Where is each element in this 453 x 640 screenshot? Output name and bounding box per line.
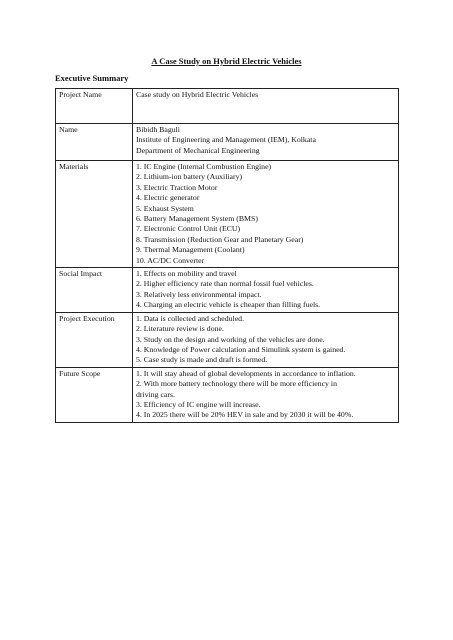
row-value-social-impact [133,268,399,313]
section-heading: Executive Summary [55,73,129,83]
project-execution-line: 4. Knowledge of Power calculation and Simulink system is gained. [136,344,346,354]
table-row-project-execution [56,312,399,367]
materials-line: 2. Lithium-ion battery (Auxiliary) [136,172,243,182]
row-value-future-scope [133,367,399,422]
future-scope-line: 2. With more battery technology there will be more efficiency in [136,379,337,389]
row-label-name: Name [56,124,133,161]
materials-line: 3. Electric Traction Motor [136,182,218,192]
social-impact-line: 1. Effects on mobility and travel [136,269,237,279]
future-scope-line: 1. It will stay ahead of global developments in accordance to inflation. [136,368,356,378]
materials-line: 10. AC/DC Converter [136,255,205,265]
project-execution-line: 3. Study on the design and working of the vehicles are done. [136,334,325,344]
social-impact-line: 3. Relatively less environmental impact. [136,289,262,299]
future-scope-line: driving cars. [136,389,175,399]
row-label-project-name: Project Name [56,89,133,124]
table-row-materials [56,161,399,268]
row-label-social-impact: Social Impact [56,268,133,313]
name-line: Bibidh Baguli [136,125,180,134]
row-value-project-name [133,89,399,124]
row-value-project-execution [133,312,399,367]
table-row-name [56,124,399,161]
table-row-social-impact [56,268,399,313]
materials-line: 5. Exhaust System [136,203,194,213]
future-scope-line: 3. Efficiency of IC engine will increase. [136,399,261,409]
materials-line: 6. Battery Management System (BMS) [136,214,258,224]
executive-summary-table [55,88,399,423]
row-value-materials [133,161,399,268]
materials-line: 9. Thermal Management (Coolant) [136,245,245,255]
name-line: Department of Mechanical Engineering [136,145,260,155]
materials-line: 1. IC Engine (Internal Combustion Engine) [136,162,272,171]
materials-line: 8. Transmission (Reduction Gear and Planetary Gear) [136,234,304,244]
project-execution-line: 1. Data is collected and scheduled. [136,313,245,323]
table-row-project-name [56,89,399,124]
row-label-project-execution: Project Execution [56,312,133,367]
row-label-future-scope: Future Scope [56,367,133,422]
document-title: A Case Study on Hybrid Electric Vehicles [151,56,302,66]
project-execution-line: 5. Case study is made and draft is formed. [136,355,268,365]
materials-line: 4. Electric generator [136,193,200,203]
social-impact-line: 4. Charging an electric vehicle is cheaper than filling fuels. [136,300,321,310]
materials-line: 7. Electronic Control Unit (ECU) [136,224,241,234]
row-value-name [133,124,399,161]
social-impact-line: 2. Higher efficiency rate than normal fossil fuel vehicles. [136,279,314,289]
table-row-future-scope [56,367,399,422]
name-line: Institute of Engineering and Management (IEM), Kolkata [136,135,316,145]
project-name-line: Case study on Hybrid Electric Vehicles [136,90,259,99]
future-scope-line: 4. In 2025 there will be 20% HEV in sale and by 2030 it will be 40%. [136,410,354,420]
project-execution-line: 2. Literature review is done. [136,324,224,334]
row-label-materials: Materials [56,161,133,268]
